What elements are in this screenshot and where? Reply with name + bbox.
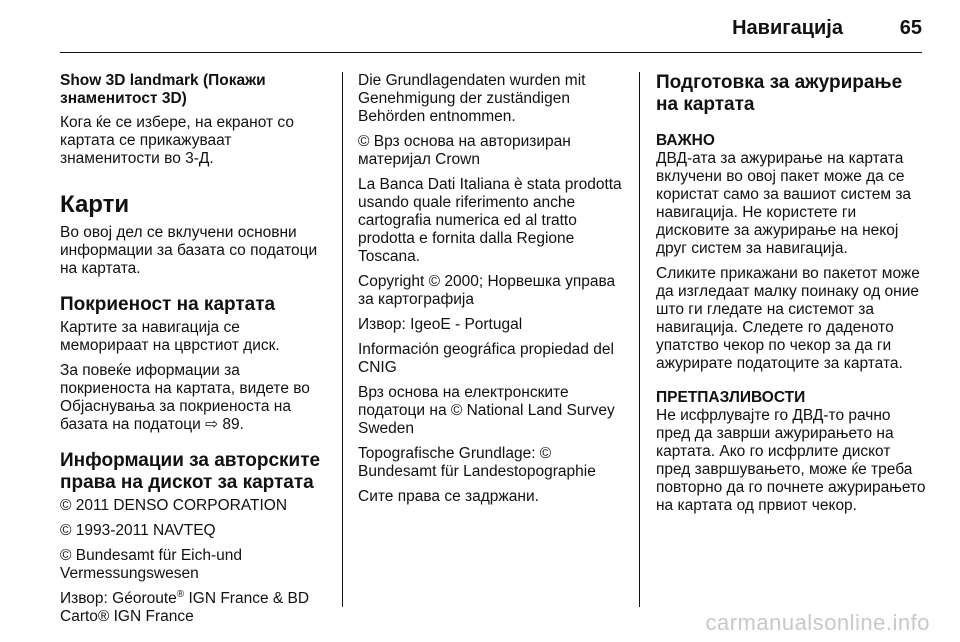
georoute-rest: IGN France & BD Carto® IGN France	[60, 590, 310, 625]
important-label: ВАЖНО	[656, 132, 715, 149]
copyright-text-9: Сите права се задржани.	[358, 488, 539, 505]
coverage-page-reference[interactable]: 89.	[222, 416, 244, 433]
watermark: carmanualsonline.info	[705, 610, 930, 635]
coverage-text-2-main: За повеќе иформации за покриеноста на картата, видете во Објаснувања за покриеноста на базата на податоци	[60, 362, 310, 433]
copyright-bundesamt: © Bundesamt für Eich-und Vermessungswesen	[60, 547, 243, 582]
georoute-prefix: Извор: Géoroute	[60, 590, 177, 607]
copyright-text-1: Die Grundlagendaten wurden mit Genehmigung der zuständigen Behörden entnommen.	[358, 72, 586, 125]
caution-label: ПРЕТПАЗЛИВОСТИ	[656, 389, 806, 406]
copyright-denso: © 2011 DENSO CORPORATION	[60, 497, 288, 514]
header-divider	[60, 52, 922, 53]
important-text-1: ДВД-ата за ажурирање на картата вклучени во овој пакет може да се користат само за вашиот систем за навигација. Не користете ги дисковите за ажурирање на некој друг систем за навигација.	[656, 150, 912, 257]
page-number: 65	[899, 17, 922, 39]
copyright-text-8: Topografische Grundlage: © Bundesamt für Landestopographie	[358, 445, 596, 480]
copyright-text-3: La Banca Dati Italiana è stata prodotta usando quale riferimento anche cartografia numerica ed al tratto prodotta e fornita dalla Regione Toscana.	[358, 176, 622, 265]
maps-intro-text: Во овој дел се вклучени основни информации за базата со податоци на картата.	[60, 224, 318, 277]
registered-mark: ®	[176, 588, 185, 600]
copyright-text-5: Извор: IgeoE - Portugal	[358, 316, 523, 333]
copyright-text-2: © Врз основа на авторизиран материјал Crown	[358, 133, 571, 168]
column-middle	[358, 72, 626, 513]
caution-text-1: Не исфрлувајте го ДВД-то рачно пред да заврши ажурирањето на картата. Ако го исфрлите дискот пред завршувањето, може ќе треба повторно да го почнете ажурирањето на картата од првиот чекор.	[656, 407, 926, 514]
copyright-text-7: Врз основа на електронските податоци на © National Land Survey Sweden	[358, 384, 615, 437]
landmark-heading: Show 3D landmark (Покажи знаменитост 3D)	[60, 72, 266, 107]
column-divider-2	[639, 72, 640, 607]
column-left	[60, 72, 330, 633]
page-header	[0, 0, 960, 52]
column-divider-1	[342, 72, 343, 607]
coverage-text-2	[60, 362, 330, 434]
landmark-text: Кога ќе се избере, на екранот со картата се прикажуваат знаменитости во 3-Д.	[60, 114, 294, 167]
important-text-2: Сликите прикажани во пакетот може да изгледаат малку поинаку од оние што ги гледате на системот за навигација. Следете го даденото упатство чекор по чекор за да ги ажурирате податоците за картата.	[656, 265, 920, 372]
page-title: Навигација	[732, 17, 843, 39]
copyright-text-4: Copyright © 2000; Норвешка управа за картографија	[358, 273, 616, 308]
copyright-title: Информации за авторските права на дискот за картата	[60, 450, 321, 493]
coverage-text-1: Картите за навигација се меморираат на цврстиот диск.	[60, 319, 280, 354]
copyright-text-6: Información geográfica propiedad del CNIG	[358, 341, 614, 376]
copyright-navteq: © 1993-2011 NAVTEQ	[60, 522, 216, 539]
coverage-title: Покриеност на картата	[60, 294, 276, 315]
maps-section-title: Карти	[60, 191, 130, 218]
update-prep-title: Подготовка за ажурирање на картата	[656, 72, 903, 115]
column-right	[656, 72, 926, 522]
copyright-georoute	[60, 590, 330, 626]
page-reference-arrow-icon[interactable]: ⇨	[205, 416, 219, 433]
